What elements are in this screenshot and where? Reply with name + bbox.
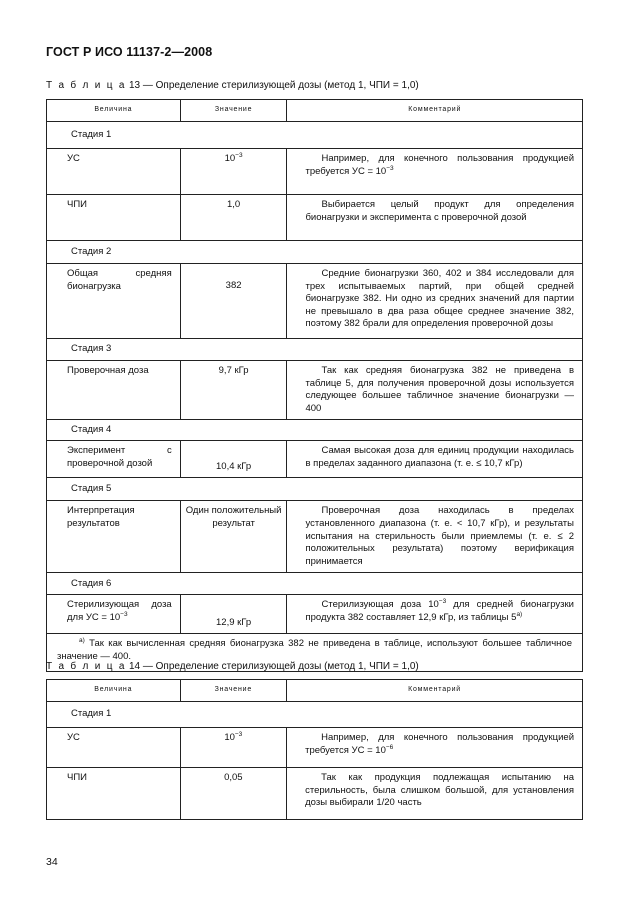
table-row [47,441,583,478]
stage-row [47,478,583,501]
caption-text: 13 — Определение стерилизующей дозы (метод 1, ЧПИ = 1,0) [126,80,419,91]
page-number: 34 [46,856,58,868]
table-row [47,149,583,195]
cell-comment: Выбирается целый продукт для определения бионагрузки и эксперимента с проверочной дозой [287,195,583,241]
stage-row [47,702,583,728]
stage-row [47,122,583,149]
caption-prefix: Т а б л и ц а [46,80,127,91]
cell-comment: Так как продукция подлежащая испытанию на стерильность, была слишком большой, для установления дозы выбирали 1/20 часть [287,768,583,820]
table-header-row [47,100,583,122]
cell-value: 9,7 кГр [180,361,287,420]
cell-comment: Так как средняя бионагрузка 382 не приведена в таблице 5, для получения проверочной дозы используется следующее большее табличное значение бионагрузки — 400 [287,361,583,420]
cell-comment: Средние бионагрузки 360, 402 и 384 исследовали для трех испытываемых партий, при общей средней бионагрузке 382. Ни одно из средних значений для партии не превышало в два раза общее среднее значение 382, поэтому 382 брали для определения проверочной дозы [287,264,583,339]
cell-value: 0,05 [180,768,287,820]
table-14 [46,679,583,820]
stage-row [47,573,583,595]
stage-row [47,241,583,264]
table-13 [46,99,583,672]
stage-row [47,420,583,441]
footnote-ref[interactable]: а) [516,610,523,618]
cell-quantity: ЧПИ [47,195,181,241]
table-row [47,768,583,820]
cell-value: $10^{-3}$ [180,149,287,195]
cell-quantity: Проверочная доза [47,361,181,420]
cell-value: 382 [180,264,287,339]
stage-row [47,339,583,361]
cell-quantity: Эксперимент с проверочной дозой [47,441,181,478]
caption-text: 14 — Определение стерилизующей дозы (метод 1, ЧПИ = 1,0) [126,661,419,672]
cell-quantity: Стерилизующая доза для УС = $10^{-3}$ [47,595,181,634]
cell-comment: Например, для конечного пользования продукцией требуется УС = $10^{-6}$ [287,728,583,768]
cell-value: Один положительный результат [180,501,287,573]
cell-value: $10^{-3}$ [180,728,287,768]
col-header-comment: Комментарий [287,680,583,702]
stage-label: Стадия 2 [47,241,583,264]
cell-quantity: УС [47,149,181,195]
cell-comment: Например, для конечного пользования продукцией требуется УС = $10^{-3}$ [287,149,583,195]
table-row [47,195,583,241]
col-header-value: Значение [180,100,287,122]
cell-comment: Самая высокая доза для единиц продукции находилась в пределах заданного диапазона (т. е. ≤ 10,7 кГр) [287,441,583,478]
stage-label: Стадия 1 [47,702,583,728]
table-header-row [47,680,583,702]
table-row [47,501,583,573]
stage-label: Стадия 5 [47,478,583,501]
col-header-comment: Комментарий [287,100,583,122]
cell-quantity: ЧПИ [47,768,181,820]
table-row [47,595,583,634]
table14-caption [46,661,419,672]
col-header-quantity: Величина [47,680,181,702]
cell-value: 12,9 кГр [180,595,287,634]
cell-quantity: Интерпретация результатов [47,501,181,573]
col-header-value: Значение [180,680,287,702]
table-footnote: $^{а)}$ Так как вычисленная средняя бионагрузка 382 не приведена в таблице, используют большее табличное значение — 400. [47,634,583,672]
table13-caption [46,80,419,91]
cell-comment: Проверочная доза находилась в пределах установленного диапазона (т. е. < 10,7 кГр), и результаты испытания на стерильность были приемлемы (т. е. ≤ 2 положительных результата) поэтому верификация принимается [287,501,583,573]
cell-quantity: Общая средняя бионагрузка [47,264,181,339]
caption-prefix: Т а б л и ц а [46,661,127,672]
cell-value: 1,0 [180,195,287,241]
table-row [47,728,583,768]
cell-value: 10,4 кГр [180,441,287,478]
stage-label: Стадия 4 [47,420,583,441]
cell-quantity: УС [47,728,181,768]
table-row [47,264,583,339]
stage-label: Стадия 3 [47,339,583,361]
document-header: ГОСТ Р ИСО 11137-2—2008 [46,45,213,59]
stage-label: Стадия 6 [47,573,583,595]
col-header-quantity: Величина [47,100,181,122]
table-row [47,361,583,420]
cell-comment: Стерилизующая доза $10^{-3}$ для средней бионагрузки продукта 382 составляет 12,9 кГр, из таблицы $5^{а)}$ [287,595,583,634]
stage-label: Стадия 1 [47,122,583,149]
